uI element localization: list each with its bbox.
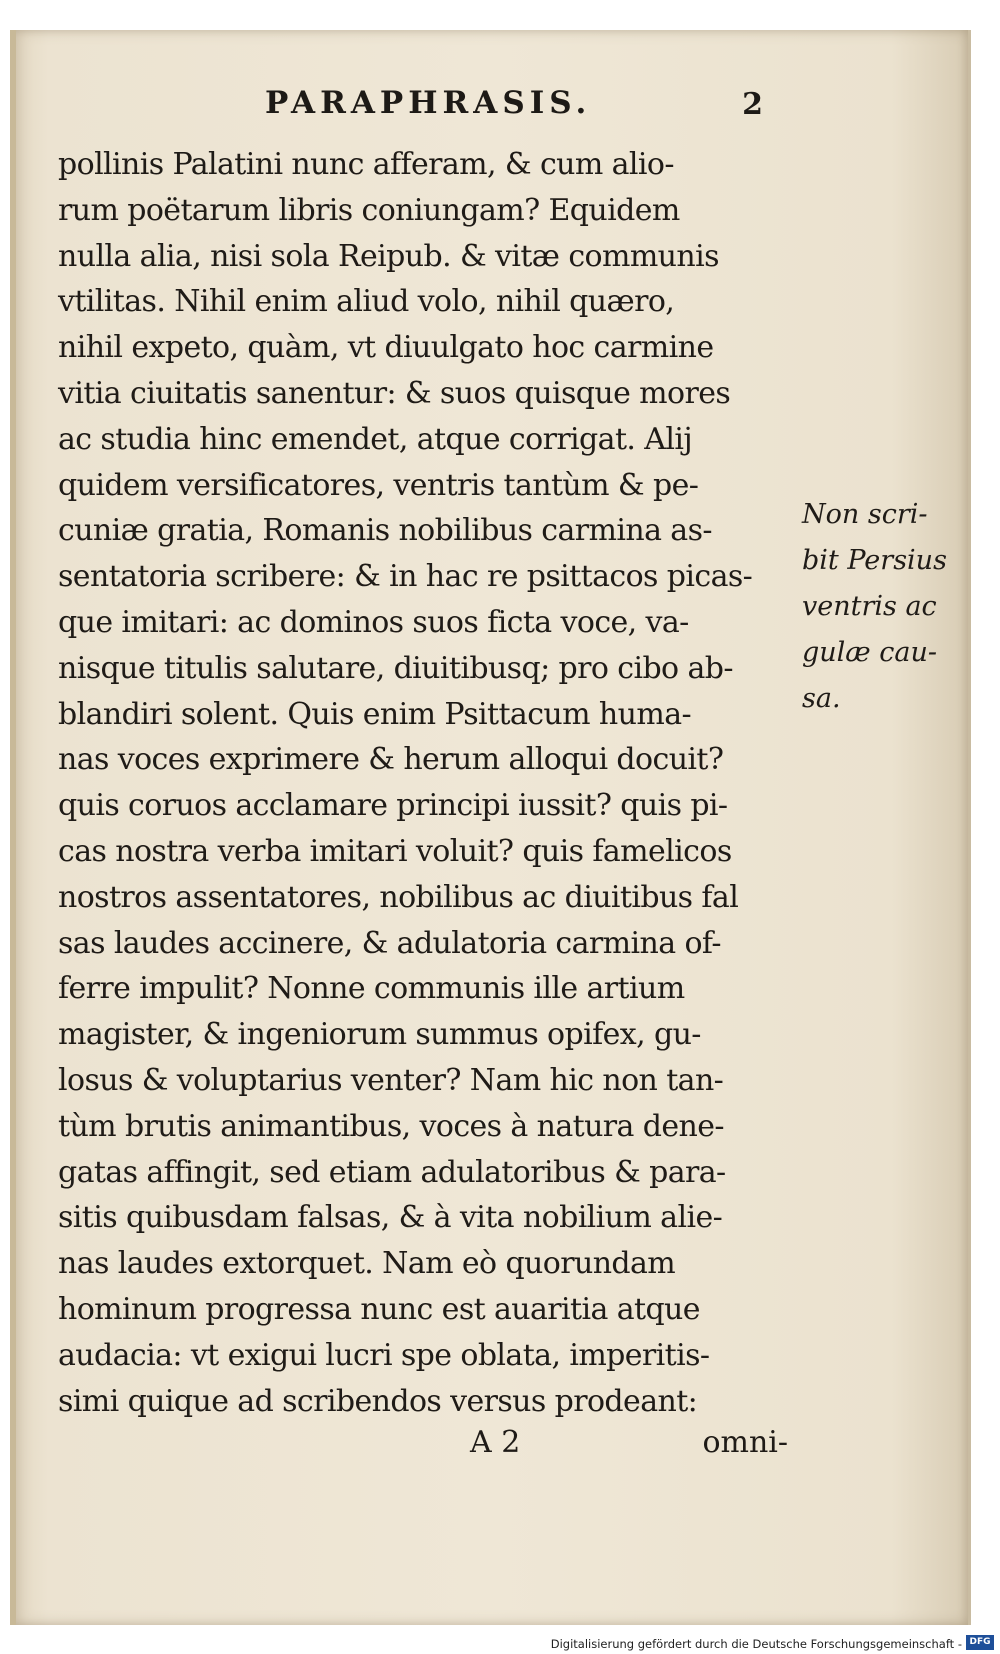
text-line: gatas affingit, sed etiam adulatoribus & para- [58, 1154, 726, 1190]
marginal-note-line: ventris ac [802, 591, 937, 622]
signature-mark: A 2 [470, 1425, 521, 1460]
text-line: hominum progressa nunc est auaritia atque [58, 1291, 700, 1327]
text-line: quidem versificatores, ventris tantùm & pe- [58, 467, 699, 503]
catchword: omni- [702, 1425, 788, 1460]
text-line: nas laudes extorquet. Nam eò quorundam [58, 1246, 676, 1282]
text-line: pollinis Palatini nunc afferam, & cum alio- [58, 147, 674, 182]
marginal-note [802, 492, 947, 722]
text-line: ferre impulit? Nonne communis ille artium [58, 971, 685, 1007]
marginal-note-line: sa. [802, 683, 841, 714]
text-line: nihil expeto, quàm, vt diuulgato hoc carmine [58, 330, 714, 366]
marginal-note-line: bit Persius [802, 545, 947, 576]
footer-line [470, 1425, 788, 1471]
text-line: nisque titulis salutare, diuitibusq; pro cibo ab- [58, 650, 733, 686]
text-line: sentatoria scribere: & in hac re psittacos picas- [58, 559, 753, 595]
dfg-logo: DFG [966, 1635, 994, 1650]
text-line: sitis quibusdam falsas, & à vita nobilium alie- [58, 1200, 723, 1236]
text-line: magister, & ingeniorum summus opifex, gu- [58, 1017, 701, 1053]
text-line: quis coruos acclamare principi iussit? quis pi- [58, 788, 728, 824]
text-line: sas laudes accinere, & adulatoria carmina of- [58, 925, 721, 961]
running-head: PARAPHRASIS. [265, 85, 592, 121]
funding-credit: Digitalisierung gefördert durch die Deutsche Forschungsgemeinschaft - [550, 1637, 962, 1651]
text-line: blandiri solent. Quis enim Psittacum huma- [58, 696, 692, 732]
text-line: nulla alia, nisi sola Reipub. & vitæ communis [58, 238, 719, 274]
text-line: audacia: vt exigui lucri spe oblata, imperitis- [58, 1337, 710, 1373]
text-line: rum poëtarum libris coniungam? Equidem [58, 192, 680, 228]
book-page [10, 30, 971, 1625]
text-line: nostros assentatores, nobilibus ac diuitibus fal [58, 879, 739, 915]
text-line: cas nostra verba imitari voluit? quis famelicos [58, 833, 732, 869]
text-line: simi quique ad scribendos versus prodeant: [58, 1383, 698, 1419]
text-line: tùm brutis animantibus, voces à natura dene- [58, 1108, 724, 1144]
text-line: nas voces exprimere & herum alloqui docuit? [58, 742, 724, 778]
text-line: vitia ciuitatis sanentur: & suos quisque mores [58, 375, 731, 411]
marginal-note-line: gulæ cau- [802, 637, 937, 668]
text-line: losus & voluptarius venter? Nam hic non tan- [58, 1062, 724, 1098]
body-text [58, 142, 798, 1424]
page-number: 2 [742, 87, 763, 122]
text-line: vtilitas. Nihil enim aliud volo, nihil quæro, [58, 284, 675, 320]
text-line: ac studia hinc emendet, atque corrigat. Alij [58, 421, 693, 457]
text-line: que imitari: ac dominos suos ficta voce, va- [58, 604, 689, 640]
text-line: cuniæ gratia, Romanis nobilibus carmina as- [58, 513, 712, 549]
marginal-note-line: Non scri- [802, 499, 928, 530]
credit-bar [0, 1630, 1000, 1654]
